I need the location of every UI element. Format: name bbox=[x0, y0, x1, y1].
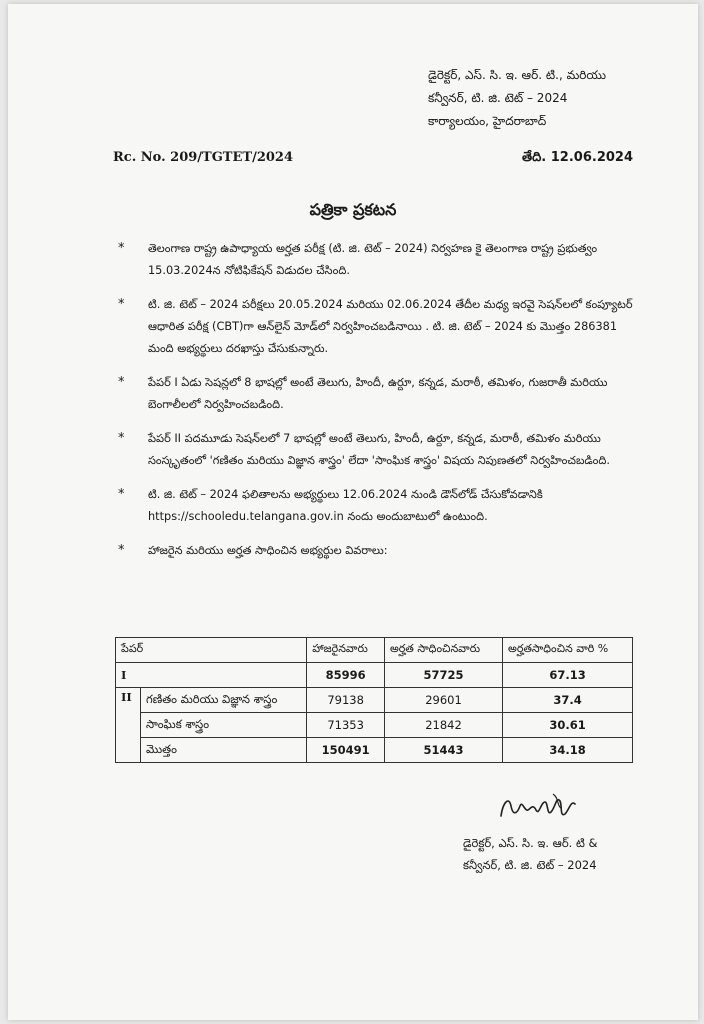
results-table bbox=[115, 637, 633, 763]
col-header-paper: పేపర్ bbox=[116, 638, 307, 663]
bullet-text: పేపర్ II పదమూడు సెషన్‌లలో 7 భాషల్లో అంటే తెలుగు, హిందీ, ఉర్దూ, కన్నడ, మరాఠీ, తమిళం మరియు సంస్కృతంలో 'గణితం మరియు విజ్ఞాన శాస్త్రం' లేదా 'సాంఘిక శాస్త్రం' విషయ నిపుణతలో నిర్వహించబడింది. bbox=[148, 432, 610, 467]
document-page bbox=[8, 4, 698, 1020]
bullet-text: టి. జి. టెట్ – 2024 ఫలితాలను అభ్యర్థులు 12.06.2024 నుండి డౌన్‌లోడ్ చేసుకోవడానికి https://schooledu.telangana.gov.in నందు అందుబాటులో ఉంటుంది. bbox=[148, 488, 543, 523]
reference-number: Rc. No. 209/TGTET/2024 bbox=[113, 150, 293, 165]
paper-label: II bbox=[116, 688, 141, 763]
bullet-item bbox=[118, 238, 638, 282]
table-row bbox=[116, 663, 633, 688]
bullet-list bbox=[118, 238, 638, 574]
asterisk-icon: * bbox=[118, 431, 125, 446]
table-row bbox=[116, 688, 633, 713]
header-line-3: కార్యాలయం, హైదరాబాద్ bbox=[428, 114, 547, 128]
page-title: పత్రికా ప్రకటన bbox=[309, 200, 397, 219]
table-row bbox=[116, 713, 633, 738]
bullet-text: టి. జి. టెట్ – 2024 పరీక్షలు 20.05.2024 మరియు 02.06.2024 తేదీల మధ్య ఇరవై సెషన్‌లలో కంప్యూటర్ ఆధారిత పరీక్ష (CBT)గా ఆన్‌లైన్ మోడ్‌లో నిర్వహించబడినాయి . టి. జి. టెట్ – 2024 కు మొత్తం 286381 మంది అభ్యర్థులు దరఖాస్తు చేసుకున్నారు. bbox=[148, 298, 633, 355]
office-header bbox=[428, 64, 678, 133]
total-label: మొత్తం bbox=[141, 738, 307, 763]
signatory-block bbox=[463, 832, 597, 876]
asterisk-icon: * bbox=[118, 297, 125, 312]
bullet-text: తెలంగాణ రాష్ట్ర ఉపాధ్యాయ అర్హత పరీక్ష (టి. జి. టెట్ – 2024) నిర్వహణ కై తెలంగాణ రాష్ట్ర ప్రభుత్వం 15.03.2024న నోటిఫికేషన్ విడుదల చేసింది. bbox=[148, 242, 598, 277]
qualified-count: 57725 bbox=[384, 663, 502, 688]
subject-name: సాంఘిక శాస్త్రం bbox=[141, 713, 307, 738]
bullet-item bbox=[118, 484, 638, 528]
asterisk-icon: * bbox=[118, 375, 125, 390]
subject-name: గణితం మరియు విజ్ఞాన శాస్త్రం bbox=[141, 688, 307, 713]
asterisk-icon: * bbox=[118, 487, 125, 502]
qualified-percent: 67.13 bbox=[503, 663, 633, 688]
qualified-percent: 37.4 bbox=[503, 688, 633, 713]
signature-icon bbox=[493, 788, 593, 828]
col-header-appeared: హాజరైనవారు bbox=[307, 638, 385, 663]
bullet-item bbox=[118, 428, 638, 472]
table-row bbox=[116, 738, 633, 763]
bullet-text: హాజరైన మరియు అర్హత సాధించిన అభ్యర్థుల వివరాలు: bbox=[148, 544, 388, 557]
bullet-item bbox=[118, 294, 638, 360]
col-header-percent: అర్హతసాధించిన వారి % bbox=[503, 638, 633, 663]
bullet-item bbox=[118, 540, 638, 562]
asterisk-icon: * bbox=[118, 241, 125, 256]
qualified-count: 51443 bbox=[384, 738, 502, 763]
bullet-text: పేపర్ I ఏడు సెషన్లలో 8 భాషల్లో అంటే తెలుగు, హిందీ, ఉర్దూ, కన్నడ, మరాఠీ, తమిళం, గుజరాతీ మరియు బెంగాలీలలో నిర్వహించబడింది. bbox=[148, 376, 608, 411]
qualified-count: 21842 bbox=[384, 713, 502, 738]
appeared-count: 85996 bbox=[307, 663, 385, 688]
paper-label: I bbox=[116, 663, 307, 688]
footer-line-1: డైరెక్టర్, ఎస్. సి. ఇ. ఆర్. టి & bbox=[463, 836, 598, 850]
asterisk-icon: * bbox=[118, 543, 125, 558]
header-line-1: డైరెక్టర్, ఎస్. సి. ఇ. ఆర్. టి., మరియు bbox=[428, 68, 606, 82]
col-header-qualified: అర్హత సాధించినవారు bbox=[384, 638, 502, 663]
qualified-percent: 30.61 bbox=[503, 713, 633, 738]
header-line-2: కన్వీనర్, టి. జి. టెట్ – 2024 bbox=[428, 91, 568, 105]
appeared-count: 150491 bbox=[307, 738, 385, 763]
table-header-row bbox=[116, 638, 633, 663]
appeared-count: 79138 bbox=[307, 688, 385, 713]
document-date: తేది. 12.06.2024 bbox=[522, 150, 633, 165]
qualified-count: 29601 bbox=[384, 688, 502, 713]
appeared-count: 71353 bbox=[307, 713, 385, 738]
bullet-item bbox=[118, 372, 638, 416]
qualified-percent: 34.18 bbox=[503, 738, 633, 763]
footer-line-2: కన్వీనర్, టి. జి. టెట్ – 2024 bbox=[463, 858, 597, 872]
